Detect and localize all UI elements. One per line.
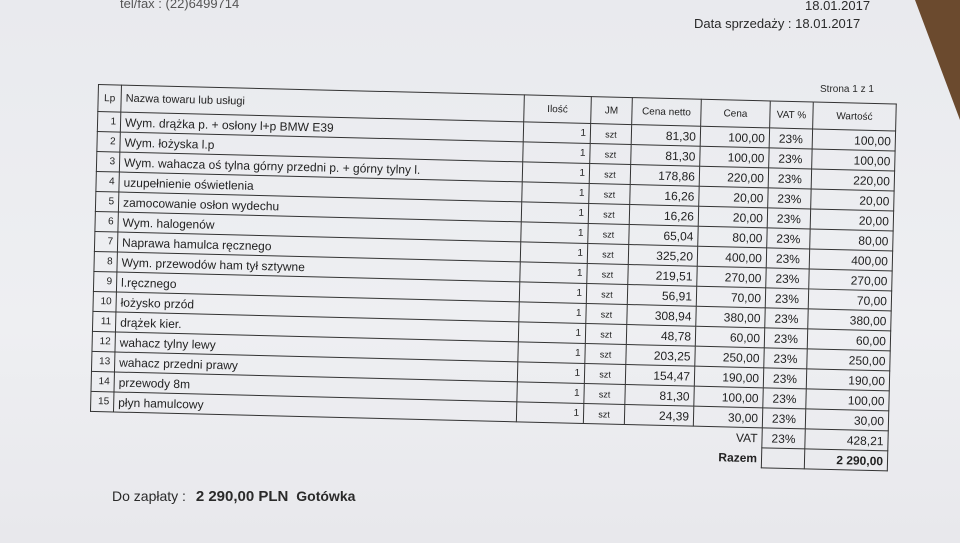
cell-jm: szt [585, 323, 626, 344]
cell-vat: 23% [767, 208, 810, 229]
cell-net: 16,26 [630, 185, 699, 207]
header-qty: Ilość [524, 95, 592, 124]
header-name: Nazwa towaru lub usługi [121, 85, 525, 122]
cell-lp: 12 [92, 331, 115, 352]
cell-name: zamocowanie osłon wydechu [118, 192, 521, 222]
cell-jm: szt [589, 184, 630, 205]
cell-lp: 1 [97, 112, 120, 133]
cell-name: uzupełnienie oświetlenia [119, 172, 522, 202]
cell-net: 24,39 [624, 404, 693, 426]
cell-price: 400,00 [697, 246, 766, 268]
cell-price: 30,00 [693, 406, 762, 428]
cell-net: 65,04 [629, 225, 698, 247]
cell-price: 100,00 [700, 126, 769, 148]
cell-price: 250,00 [695, 346, 764, 368]
cell-name: płyn hamulcowy [113, 392, 516, 422]
cell-lp: 11 [92, 311, 115, 332]
cell-value: 30,00 [805, 409, 888, 431]
cell-value: 100,00 [806, 389, 889, 411]
cell-net: 81,30 [625, 384, 694, 406]
cell-qty: 1 [517, 362, 584, 384]
cell-jm: szt [590, 144, 631, 165]
cell-jm: szt [585, 343, 626, 364]
cell-value: 190,00 [806, 369, 889, 391]
cell-lp: 6 [95, 211, 118, 232]
vat-total-label: VAT [735, 430, 758, 445]
cell-net: 81,30 [631, 145, 700, 167]
cell-qty: 1 [519, 302, 586, 324]
grand-total-spacer [761, 448, 804, 469]
cell-lp: 5 [95, 191, 118, 212]
cell-lp: 14 [91, 371, 114, 392]
header-vat: VAT % [770, 101, 814, 129]
payment-line [112, 488, 355, 505]
cell-value: 400,00 [809, 249, 892, 271]
cell-name: drążek kier. [115, 312, 518, 342]
cell-vat: 23% [768, 168, 811, 189]
cell-lp: 10 [93, 291, 116, 312]
cell-lp: 2 [97, 131, 120, 152]
cell-name: l.ręcznego [116, 272, 519, 302]
cell-lp: 8 [94, 251, 117, 272]
vat-total-rate: 23% [762, 428, 805, 449]
cell-net: 325,20 [628, 245, 697, 267]
cell-qty: 1 [517, 382, 584, 404]
header-price: Cena [701, 99, 771, 128]
cell-price: 80,00 [698, 226, 767, 248]
cell-price: 100,00 [700, 146, 769, 168]
grand-total-label: Razem [718, 449, 758, 465]
cell-jm: szt [588, 224, 629, 245]
cell-qty: 1 [523, 122, 590, 144]
cell-name: przewody 8m [114, 372, 517, 402]
cell-net: 48,78 [626, 324, 695, 346]
cell-jm: szt [587, 244, 628, 265]
cell-jm: szt [590, 124, 631, 145]
cell-qty: 1 [518, 342, 585, 364]
cell-vat: 23% [769, 128, 812, 149]
cell-vat: 23% [769, 148, 812, 169]
header-value: Wartość [813, 102, 897, 131]
cell-vat: 23% [765, 288, 808, 309]
cell-net: 81,30 [631, 125, 700, 147]
cell-vat: 23% [763, 368, 806, 389]
cell-vat: 23% [764, 328, 807, 349]
cell-value: 250,00 [807, 349, 890, 371]
header-net: Cena netto [632, 98, 702, 127]
issue-date: 18.01.2017 [805, 0, 871, 13]
cell-qty: 1 [520, 242, 587, 264]
cell-price: 100,00 [694, 386, 763, 408]
cell-value: 20,00 [811, 189, 894, 211]
cell-lp: 9 [93, 271, 116, 292]
cell-value: 270,00 [809, 269, 892, 291]
cell-value: 380,00 [808, 309, 891, 331]
cell-name: Wym. przewodów ham tył sztywne [117, 252, 520, 282]
cell-qty: 1 [523, 142, 590, 164]
sale-date-value: 18.01.2017 [795, 16, 861, 31]
cell-net: 178,86 [630, 165, 699, 187]
payment-method: Gotówka [296, 488, 356, 504]
grand-total-amount: 2 290,00 [804, 449, 887, 471]
cell-value: 70,00 [808, 289, 891, 311]
cell-lp: 13 [91, 351, 114, 372]
cell-price: 220,00 [699, 166, 768, 188]
sale-date-line [694, 16, 860, 31]
cell-net: 56,91 [627, 285, 696, 307]
cell-qty: 1 [519, 282, 586, 304]
cell-name: Naprawa hamulca ręcznego [117, 232, 520, 262]
cell-value: 100,00 [812, 129, 895, 151]
cell-net: 219,51 [628, 265, 697, 287]
cell-lp: 3 [96, 151, 119, 172]
cell-lp: 7 [94, 231, 117, 252]
cell-vat: 23% [768, 188, 811, 209]
invoice-items-table [89, 84, 897, 471]
cell-vat: 23% [762, 408, 805, 429]
vat-total-amount: 428,21 [805, 429, 888, 451]
cell-net: 16,26 [629, 205, 698, 227]
cell-value: 100,00 [812, 149, 895, 171]
cell-name: Wym. drążka p. + osłony l+p BMW E39 [120, 112, 523, 142]
cell-qty: 1 [521, 222, 588, 244]
header-lp: Lp [98, 85, 122, 113]
page-number: Strona 1 z 1 [820, 84, 874, 95]
cell-net: 203,25 [626, 344, 695, 366]
cell-vat: 23% [767, 228, 810, 249]
cell-jm: szt [584, 383, 625, 404]
cell-jm: szt [586, 284, 627, 305]
cell-vat: 23% [766, 248, 809, 269]
cell-qty: 1 [518, 322, 585, 344]
payment-amount: 2 290,00 PLN [195, 488, 289, 505]
cell-name: łożysko przód [116, 292, 519, 322]
cell-price: 20,00 [699, 186, 768, 208]
cell-net: 154,47 [625, 364, 694, 386]
cell-value: 80,00 [810, 229, 893, 251]
cell-qty: 1 [522, 162, 589, 184]
cell-name: Wym. halogenów [118, 212, 521, 242]
cell-name: wahacz przedni prawy [114, 352, 517, 382]
cell-price: 20,00 [698, 206, 767, 228]
cell-vat: 23% [765, 308, 808, 329]
cell-price: 190,00 [694, 366, 763, 388]
header-jm: JM [591, 97, 633, 125]
cell-jm: szt [588, 204, 629, 225]
cell-qty: 1 [521, 202, 588, 224]
cell-name: Wym. łożyska l.p [120, 132, 523, 162]
cell-jm: szt [584, 363, 625, 384]
cell-qty: 1 [520, 262, 587, 284]
fax-number: tel/fax : (22)6499714 [120, 0, 240, 11]
cell-value: 60,00 [807, 329, 890, 351]
sale-date-label: Data sprzedaży : [694, 16, 792, 31]
cell-jm: szt [583, 403, 624, 424]
cell-vat: 23% [766, 268, 809, 289]
cell-price: 380,00 [696, 306, 765, 328]
cell-lp: 4 [96, 171, 119, 192]
cell-jm: szt [587, 264, 628, 285]
cell-vat: 23% [764, 348, 807, 369]
cell-value: 20,00 [810, 209, 893, 231]
cell-price: 70,00 [696, 286, 765, 308]
cell-price: 270,00 [697, 266, 766, 288]
cell-qty: 1 [522, 182, 589, 204]
cell-jm: szt [589, 164, 630, 185]
cell-name: Wym. wahacza oś tylna górny przedni p. + górny tylny l. [119, 152, 522, 182]
cell-qty: 1 [516, 402, 583, 424]
cell-net: 308,94 [627, 304, 696, 326]
cell-value: 220,00 [811, 169, 894, 191]
cell-jm: szt [586, 303, 627, 324]
payment-label: Do zapłaty : [112, 488, 186, 504]
cell-vat: 23% [763, 388, 806, 409]
cell-price: 60,00 [695, 326, 764, 348]
cell-name: wahacz tylny lewy [115, 332, 518, 362]
cell-lp: 15 [90, 391, 113, 412]
